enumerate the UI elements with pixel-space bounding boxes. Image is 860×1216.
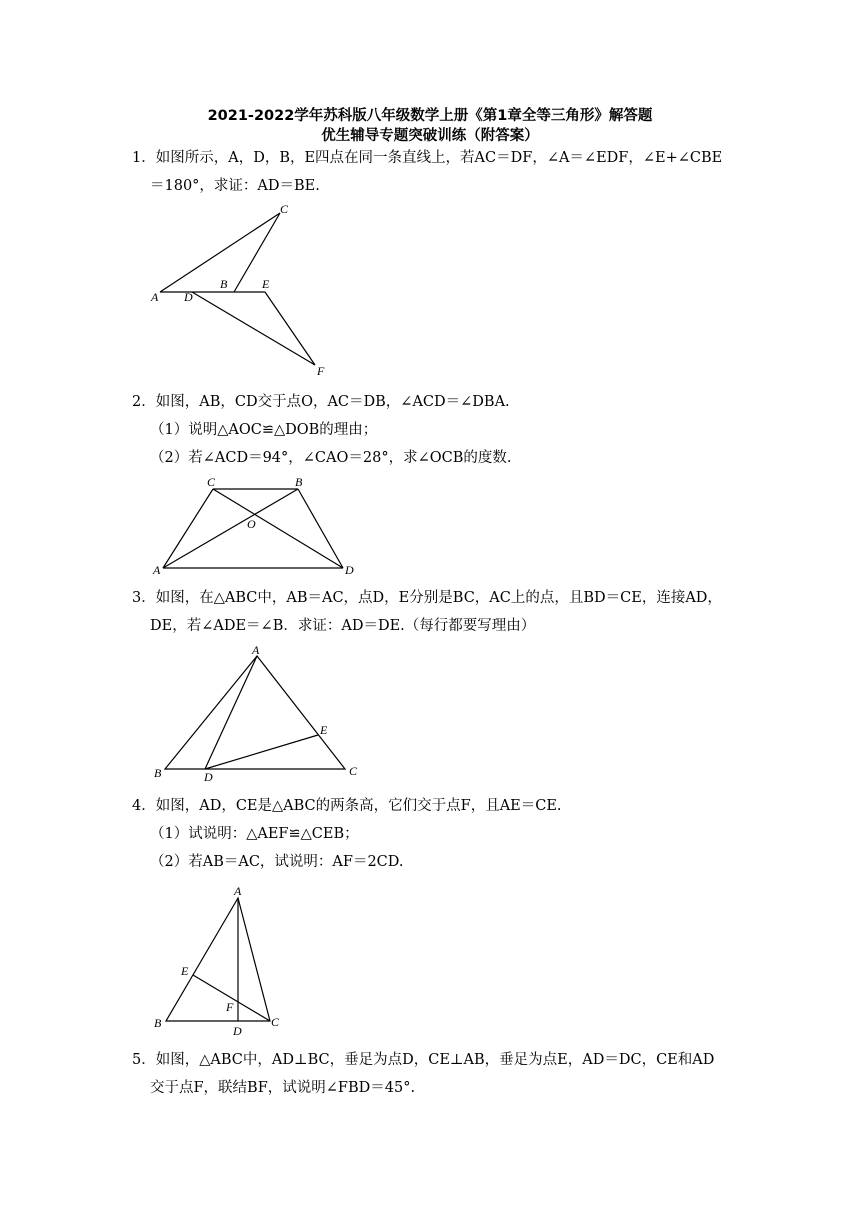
fig2-label-a: A [153,563,161,577]
problem-3-line-1: 3．如图，在△ABC中，AB＝AC，点D，E分别是BC，AC上的点，且BD＝CE，连接AD， [132,590,722,606]
fig4-label-b: B [154,1016,162,1030]
problem-2-line-2: （1）说明△AOC≌△DOB的理由； [150,422,378,438]
fig1-label-f: F [317,364,325,378]
fig3-label-e: E [320,723,328,737]
fig2-label-d: D [345,563,354,577]
problem-1-line-2: ＝180°，求证：AD＝BE. [150,178,320,194]
problem-1-line-1: 1．如图所示，A，D，B，E四点在同一条直线上，若AC＝DF，∠A＝∠EDF，∠E+∠CBE [132,150,723,166]
fig1-label-b: B [220,277,228,291]
fig3-label-d: D [204,770,213,784]
fig2-label-c: C [207,475,216,489]
problem-5-line-1: 5．如图，△ABC中，AD⊥BC，垂足为点D，CE⊥AB，垂足为点E，AD＝DC，CE和AD [132,1052,715,1068]
problem-2-figure [145,474,370,579]
problem-1-figure [140,195,340,380]
fig4-label-e: E [181,964,189,978]
problem-5-line-2: 交于点F，联结BF，试说明∠FBD＝45°. [150,1080,416,1096]
fig2-label-b: B [295,475,303,489]
fig4-label-c: C [271,1015,280,1029]
problem-3-figure [145,642,370,782]
fig1-label-d: D [184,290,193,304]
problem-2-line-1: 2．如图，AB，CD交于点O，AC＝DB，∠ACD＝∠DBA. [132,394,510,410]
fig1-label-e: E [262,277,270,291]
problem-3-line-2: DE，若∠ADE＝∠B．求证：AD＝DE.（每行都要写理由） [150,618,536,634]
problem-4-line-1: 4．如图，AD，CE是△ABC的两条高，它们交于点F，且AE＝CE. [132,798,562,814]
fig4-label-a: A [234,884,242,898]
fig3-label-a: A [252,643,260,657]
problem-4-figure [148,880,293,1040]
fig3-label-b: B [154,766,162,780]
fig2-label-o: O [247,517,256,531]
problem-2-line-3: （2）若∠ACD＝94°，∠CAO＝28°，求∠OCB的度数. [150,450,512,466]
problem-4-line-3: （2）若AB＝AC，试说明：AF＝2CD. [150,854,404,870]
document-title-line1: 2021-2022学年苏科版八年级数学上册《第1章全等三角形》解答题 [207,108,653,124]
fig1-label-c: C [280,202,289,216]
problem-4-line-2: （1）试说明：△AEF≌△CEB； [150,826,359,842]
fig3-label-c: C [349,764,358,778]
fig1-label-a: A [151,290,159,304]
fig4-label-d: D [233,1024,242,1038]
fig4-label-f: F [226,1000,234,1014]
document-title-line2: 优生辅导专题突破训练（附答案） [321,128,539,144]
